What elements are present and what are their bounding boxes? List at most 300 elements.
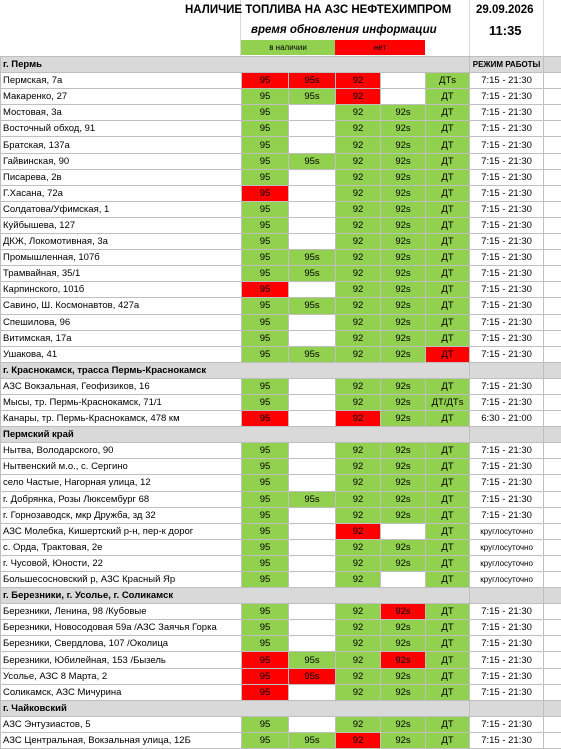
fuel-cell: 92: [336, 314, 381, 330]
fuel-cell: ДТ: [426, 507, 470, 523]
fuel-cell: 95: [242, 491, 289, 507]
fuel-cell: ДТ: [426, 716, 470, 732]
section-spacer: [470, 362, 544, 378]
station-name: Пермская, 7а: [1, 73, 242, 89]
fuel-cell: ДТ: [426, 443, 470, 459]
fuel-cell: ДТ: [426, 250, 470, 266]
spacer-cell: [544, 137, 561, 153]
fuel-cell: 95: [242, 121, 289, 137]
fuel-cell: ДТ: [426, 620, 470, 636]
fuel-cell: 95: [242, 636, 289, 652]
fuel-cell: 92: [336, 89, 381, 105]
fuel-cell: 92: [336, 169, 381, 185]
page-title: НАЛИЧИЕ ТОПЛИВА НА АЗС НЕФТЕХИМПРОМ: [185, 4, 451, 16]
spacer-cell: [544, 475, 561, 491]
fuel-cell: 92s: [381, 732, 426, 748]
spacer-cell: [544, 491, 561, 507]
station-row: [1, 73, 561, 89]
fuel-cell: 92s: [381, 378, 426, 394]
fuel-cell: 92s: [381, 411, 426, 427]
spacer-cell: [544, 443, 561, 459]
station-hours: 7:15 - 21:30: [470, 89, 544, 105]
fuel-table: [0, 56, 561, 749]
fuel-cell: 92: [336, 394, 381, 410]
spacer-cell: [544, 153, 561, 169]
fuel-cell: 92: [336, 282, 381, 298]
fuel-cell: 95: [242, 314, 289, 330]
fuel-cell: ДТ: [426, 105, 470, 121]
station-row: [1, 89, 561, 105]
fuel-cell: [289, 201, 336, 217]
section-spacer: [544, 57, 561, 73]
fuel-cell: 92: [336, 636, 381, 652]
station-hours: круглосуточно: [470, 572, 544, 588]
spacer-cell: [544, 201, 561, 217]
fuel-cell: 92: [336, 298, 381, 314]
spacer-cell: [544, 732, 561, 748]
station-name: Соликамск, АЗС Мичурина: [1, 684, 242, 700]
fuel-cell: 92s: [381, 217, 426, 233]
fuel-cell: 95: [242, 555, 289, 571]
station-name: Карпинского, 101б: [1, 282, 242, 298]
station-row: [1, 298, 561, 314]
station-hours: 7:15 - 21:30: [470, 217, 544, 233]
station-name: АЗС Вокзальная, Геофизиков, 16: [1, 378, 242, 394]
fuel-cell: 92: [336, 443, 381, 459]
station-hours: 7:15 - 21:30: [470, 137, 544, 153]
fuel-cell: ДТ: [426, 330, 470, 346]
station-hours: 7:15 - 21:30: [470, 105, 544, 121]
fuel-cell: 92: [336, 185, 381, 201]
station-row: [1, 459, 561, 475]
fuel-cell: ДТ: [426, 234, 470, 250]
fuel-cell: ДТ: [426, 684, 470, 700]
fuel-cell: 95: [242, 716, 289, 732]
station-name: г. Чусовой, Юности, 22: [1, 555, 242, 571]
fuel-cell: 95: [242, 443, 289, 459]
spacer-cell: [544, 346, 561, 362]
sheet-header: [0, 0, 561, 56]
fuel-cell: [381, 572, 426, 588]
fuel-cell: [289, 459, 336, 475]
fuel-cell: 95s: [289, 266, 336, 282]
fuel-cell: 95: [242, 378, 289, 394]
station-row: [1, 523, 561, 539]
fuel-cell: ДТ: [426, 266, 470, 282]
spacer-cell: [544, 169, 561, 185]
spacer-cell: [544, 652, 561, 668]
fuel-cell: [289, 169, 336, 185]
section-row: [1, 700, 561, 716]
fuel-cell: 95: [242, 153, 289, 169]
fuel-cell: ДТ: [426, 137, 470, 153]
station-row: [1, 105, 561, 121]
fuel-cell: 92s: [381, 250, 426, 266]
spacer-cell: [544, 636, 561, 652]
fuel-cell: 92: [336, 523, 381, 539]
fuel-cell: 92: [336, 266, 381, 282]
station-row: [1, 604, 561, 620]
station-hours: 7:15 - 21:30: [470, 604, 544, 620]
station-name: Мысы, тр. Пермь-Краснокамск, 71/1: [1, 394, 242, 410]
fuel-cell: 95: [242, 73, 289, 89]
station-name: Братская, 137а: [1, 137, 242, 153]
section-spacer: [544, 427, 561, 443]
fuel-cell: 92: [336, 572, 381, 588]
station-hours: 7:15 - 21:30: [470, 169, 544, 185]
station-hours: 7:15 - 21:30: [470, 732, 544, 748]
fuel-cell: 92s: [381, 282, 426, 298]
fuel-cell: 92: [336, 507, 381, 523]
station-name: АЗС Молебка, Кишертский р-н, пер-к дорог: [1, 523, 242, 539]
station-row: [1, 330, 561, 346]
section-title: г. Краснокамск, трасса Пермь-Краснокамск: [1, 362, 470, 378]
fuel-cell: [289, 121, 336, 137]
fuel-cell: ДТ: [426, 282, 470, 298]
fuel-cell: [289, 572, 336, 588]
fuel-cell: [289, 523, 336, 539]
spacer-cell: [544, 507, 561, 523]
fuel-cell: 95: [242, 282, 289, 298]
fuel-cell: 92: [336, 201, 381, 217]
fuel-cell: 92: [336, 105, 381, 121]
station-hours: 7:15 - 21:30: [470, 459, 544, 475]
station-row: [1, 507, 561, 523]
fuel-cell: 95: [242, 89, 289, 105]
fuel-cell: 95: [242, 652, 289, 668]
station-hours: 7:15 - 21:30: [470, 185, 544, 201]
station-name: Макаренко, 27: [1, 89, 242, 105]
section-row: [1, 362, 561, 378]
fuel-cell: ДТ: [426, 153, 470, 169]
fuel-cell: 95s: [289, 153, 336, 169]
fuel-cell: 92: [336, 555, 381, 571]
spacer-cell: [544, 716, 561, 732]
fuel-cell: ДТ: [426, 169, 470, 185]
station-name: Витимская, 17а: [1, 330, 242, 346]
fuel-cell: 92s: [381, 491, 426, 507]
fuel-cell: 95: [242, 298, 289, 314]
fuel-cell: [289, 475, 336, 491]
fuel-cell: 95: [242, 234, 289, 250]
fuel-cell: 92: [336, 411, 381, 427]
fuel-cell: ДТ: [426, 411, 470, 427]
fuel-cell: ДТs: [426, 73, 470, 89]
fuel-cell: [289, 636, 336, 652]
fuel-cell: ДТ: [426, 572, 470, 588]
spacer-cell: [544, 620, 561, 636]
station-hours: 7:15 - 21:30: [470, 668, 544, 684]
station-hours: 7:15 - 21:30: [470, 620, 544, 636]
station-hours: 7:15 - 21:30: [470, 314, 544, 330]
fuel-cell: 92: [336, 620, 381, 636]
station-name: Г.Хасана, 72а: [1, 185, 242, 201]
fuel-cell: 92s: [381, 169, 426, 185]
station-name: Писарева, 2в: [1, 169, 242, 185]
fuel-cell: 92: [336, 250, 381, 266]
station-hours: 7:15 - 21:30: [470, 201, 544, 217]
station-hours: 7:15 - 21:30: [470, 475, 544, 491]
section-spacer: [470, 700, 544, 716]
fuel-cell: [289, 411, 336, 427]
fuel-cell: 92: [336, 539, 381, 555]
section-title: Пермский край: [1, 427, 470, 443]
spacer-cell: [544, 555, 561, 571]
station-hours: 7:15 - 21:30: [470, 716, 544, 732]
fuel-cell: [289, 507, 336, 523]
spacer-cell: [544, 572, 561, 588]
station-row: [1, 555, 561, 571]
spacer-cell: [544, 282, 561, 298]
fuel-cell: 95: [242, 507, 289, 523]
fuel-cell: 92s: [381, 555, 426, 571]
fuel-cell: [381, 73, 426, 89]
fuel-cell: 92: [336, 73, 381, 89]
fuel-cell: 95s: [289, 668, 336, 684]
fuel-cell: 92s: [381, 668, 426, 684]
station-row: [1, 185, 561, 201]
fuel-cell: 95: [242, 572, 289, 588]
fuel-cell: 92s: [381, 298, 426, 314]
fuel-cell: 92: [336, 491, 381, 507]
section-title: г. Чайковский: [1, 700, 470, 716]
section-spacer: [470, 588, 544, 604]
fuel-cell: 95: [242, 169, 289, 185]
station-name: АЗС Энтузиастов, 5: [1, 716, 242, 732]
station-row: [1, 684, 561, 700]
station-hours: 7:15 - 21:30: [470, 250, 544, 266]
update-subtitle: время обновления информации: [251, 24, 437, 36]
fuel-cell: 92: [336, 604, 381, 620]
spacer-cell: [544, 314, 561, 330]
fuel-cell: 95: [242, 604, 289, 620]
station-name: Большесосновский р, АЗС Красный Яр: [1, 572, 242, 588]
station-hours: 7:15 - 21:30: [470, 652, 544, 668]
fuel-cell: [289, 185, 336, 201]
spacer-cell: [544, 411, 561, 427]
station-row: [1, 121, 561, 137]
fuel-cell: 95s: [289, 298, 336, 314]
fuel-cell: 95: [242, 330, 289, 346]
station-name: Усолье, АЗС 8 Марта, 2: [1, 668, 242, 684]
station-name: Канары, тр. Пермь-Краснокамск, 478 км: [1, 411, 242, 427]
fuel-cell: 92s: [381, 105, 426, 121]
station-hours: 7:15 - 21:30: [470, 394, 544, 410]
fuel-cell: 95: [242, 475, 289, 491]
fuel-cell: ДТ: [426, 378, 470, 394]
station-row: [1, 732, 561, 748]
fuel-cell: 92: [336, 153, 381, 169]
fuel-cell: ДТ: [426, 539, 470, 555]
station-row: [1, 346, 561, 362]
fuel-cell: 92s: [381, 459, 426, 475]
station-name: село Частые, Нагорная улица, 12: [1, 475, 242, 491]
station-hours: 7:15 - 21:30: [470, 443, 544, 459]
station-row: [1, 716, 561, 732]
fuel-cell: ДТ: [426, 217, 470, 233]
fuel-cell: 92: [336, 475, 381, 491]
fuel-cell: [289, 604, 336, 620]
fuel-cell: 92: [336, 217, 381, 233]
station-row: [1, 539, 561, 555]
station-hours: круглосуточно: [470, 555, 544, 571]
fuel-cell: 95s: [289, 73, 336, 89]
station-hours: 6:30 - 21:00: [470, 411, 544, 427]
station-row: [1, 652, 561, 668]
fuel-cell: ДТ: [426, 652, 470, 668]
fuel-cell: 95: [242, 732, 289, 748]
fuel-cell: 92s: [381, 539, 426, 555]
station-row: [1, 234, 561, 250]
section-row: [1, 427, 561, 443]
fuel-cell: 92: [336, 346, 381, 362]
station-hours: 7:15 - 21:30: [470, 266, 544, 282]
station-row: [1, 314, 561, 330]
fuel-cell: ДТ: [426, 89, 470, 105]
section-spacer: [544, 588, 561, 604]
station-row: [1, 201, 561, 217]
fuel-cell: [289, 684, 336, 700]
grid-line: [543, 0, 544, 56]
fuel-cell: 92s: [381, 684, 426, 700]
fuel-cell: 95: [242, 459, 289, 475]
fuel-cell: 92: [336, 330, 381, 346]
station-hours: 7:15 - 21:30: [470, 234, 544, 250]
station-name: Березники, Свердлова, 107 /Околица: [1, 636, 242, 652]
station-row: [1, 250, 561, 266]
station-row: [1, 620, 561, 636]
spacer-cell: [544, 539, 561, 555]
fuel-cell: [289, 378, 336, 394]
station-hours: 7:15 - 21:30: [470, 298, 544, 314]
spacer-cell: [544, 185, 561, 201]
fuel-cell: [381, 89, 426, 105]
fuel-cell: 92s: [381, 716, 426, 732]
spacer-cell: [544, 266, 561, 282]
station-row: [1, 137, 561, 153]
fuel-cell: 92s: [381, 153, 426, 169]
fuel-cell: 92s: [381, 266, 426, 282]
update-date: 29.09.2026: [476, 4, 534, 16]
fuel-cell: [381, 523, 426, 539]
legend-available: в наличии: [241, 40, 335, 55]
station-row: [1, 169, 561, 185]
spacer-cell: [544, 668, 561, 684]
section-title: г. Пермь: [1, 57, 470, 73]
section-spacer: [470, 427, 544, 443]
station-name: г. Добрянка, Розы Люксембург 68: [1, 491, 242, 507]
fuel-cell: ДТ: [426, 604, 470, 620]
station-name: Ушакова, 41: [1, 346, 242, 362]
station-hours: круглосуточно: [470, 523, 544, 539]
spacer-cell: [544, 89, 561, 105]
fuel-cell: [289, 716, 336, 732]
fuel-cell: 95: [242, 523, 289, 539]
fuel-cell: 95: [242, 201, 289, 217]
fuel-cell: 95: [242, 185, 289, 201]
fuel-cell: 92s: [381, 394, 426, 410]
fuel-cell: 95: [242, 539, 289, 555]
fuel-cell: [289, 555, 336, 571]
fuel-cell: ДТ: [426, 636, 470, 652]
station-name: Савино, Ш. Космонавтов, 427а: [1, 298, 242, 314]
station-hours: 7:15 - 21:30: [470, 491, 544, 507]
fuel-cell: 92: [336, 121, 381, 137]
station-name: Нытва, Володарского, 90: [1, 443, 242, 459]
station-row: [1, 217, 561, 233]
spacer-cell: [544, 105, 561, 121]
fuel-cell: 95: [242, 684, 289, 700]
station-row: [1, 266, 561, 282]
fuel-cell: 95: [242, 394, 289, 410]
grid-line: [469, 0, 470, 56]
spacer-cell: [544, 394, 561, 410]
station-row: [1, 636, 561, 652]
fuel-cell: 92s: [381, 201, 426, 217]
station-hours: 7:15 - 21:30: [470, 507, 544, 523]
fuel-cell: [289, 234, 336, 250]
section-title: г. Березники, г. Усолье, г. Соликамск: [1, 588, 470, 604]
fuel-cell: [289, 330, 336, 346]
station-name: Спешилова, 96: [1, 314, 242, 330]
station-row: [1, 572, 561, 588]
station-hours: круглосуточно: [470, 539, 544, 555]
fuel-cell: 92s: [381, 443, 426, 459]
spacer-cell: [544, 459, 561, 475]
fuel-cell: 92s: [381, 507, 426, 523]
fuel-cell: [289, 443, 336, 459]
legend-unavailable: нет: [335, 40, 425, 55]
station-name: Березники, Новосодовая 59а /АЗС Заячья Горка: [1, 620, 242, 636]
station-row: [1, 475, 561, 491]
fuel-cell: 95s: [289, 652, 336, 668]
fuel-cell: ДТ: [426, 346, 470, 362]
fuel-cell: 92: [336, 137, 381, 153]
fuel-cell: 92: [336, 732, 381, 748]
station-name: Березники, Юбилейная, 153 /Бызель: [1, 652, 242, 668]
station-hours: 7:15 - 21:30: [470, 153, 544, 169]
station-hours: 7:15 - 21:30: [470, 684, 544, 700]
station-hours: 7:15 - 21:30: [470, 73, 544, 89]
fuel-cell: ДТ: [426, 314, 470, 330]
station-name: Гайвинская, 90: [1, 153, 242, 169]
station-name: Куйбышева, 127: [1, 217, 242, 233]
station-row: [1, 443, 561, 459]
fuel-cell: ДТ: [426, 459, 470, 475]
station-hours: 7:15 - 21:30: [470, 378, 544, 394]
spacer-cell: [544, 604, 561, 620]
mode-header: РЕЖИМ РАБОТЫ: [470, 57, 544, 73]
fuel-cell: 95: [242, 620, 289, 636]
fuel-cell: [289, 282, 336, 298]
station-name: Мостовая, 3а: [1, 105, 242, 121]
update-time: 11:35: [489, 23, 522, 38]
fuel-cell: 95s: [289, 732, 336, 748]
fuel-cell: [289, 394, 336, 410]
fuel-cell: 92s: [381, 330, 426, 346]
fuel-cell: 92: [336, 716, 381, 732]
station-row: [1, 394, 561, 410]
station-hours: 7:15 - 21:30: [470, 121, 544, 137]
section-row: [1, 57, 561, 73]
fuel-cell: 95: [242, 217, 289, 233]
fuel-cell: 92s: [381, 234, 426, 250]
fuel-cell: ДТ: [426, 201, 470, 217]
fuel-cell: 92s: [381, 185, 426, 201]
fuel-cell: 92: [336, 684, 381, 700]
station-name: ДКЖ, Локомотивная, 3а: [1, 234, 242, 250]
station-hours: 7:15 - 21:30: [470, 346, 544, 362]
